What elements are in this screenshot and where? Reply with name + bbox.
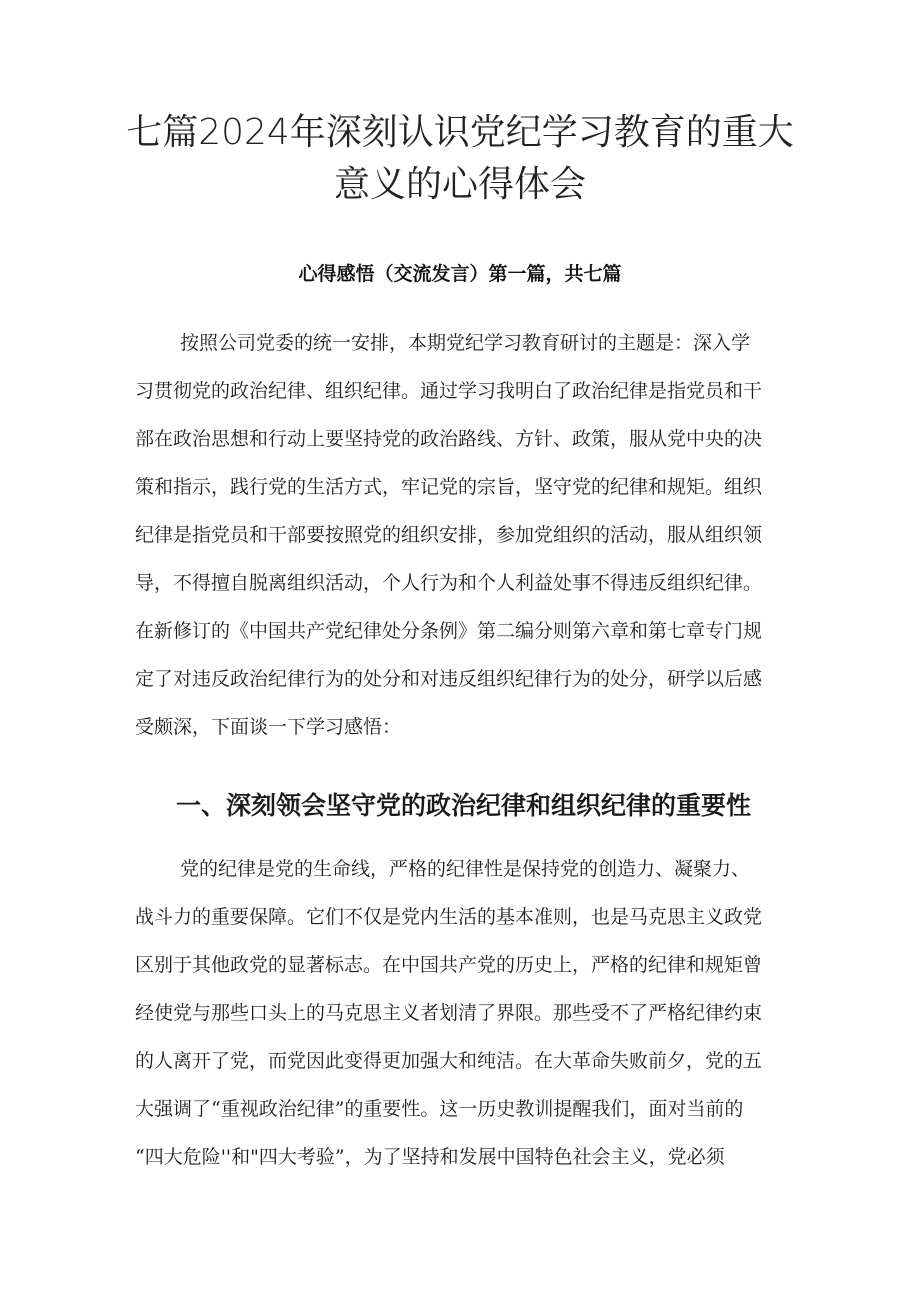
- section-heading: 一、深刻领会坚守党的政治纪律和组织纪律的重要性: [176, 791, 752, 820]
- document-title-line-1: 七篇2024年深刻认识党纪学习教育的重大: [126, 112, 794, 153]
- article-subheading: 心得感悟（交流发言）第一篇，共七篇: [298, 263, 622, 285]
- paragraph-line: 按照公司党委的统一安排，本期党纪学习教育研讨的主题是：深入学: [180, 332, 751, 354]
- paragraph-line: 部在政治思想和行动上要坚持党的政治路线、方针、政策，服从党中央的决: [135, 428, 763, 450]
- paragraph-line: 策和指示，践行党的生活方式，牢记党的宗旨，坚守党的纪律和规矩。组织: [135, 476, 763, 498]
- paragraph-line: 经使党与那些口头上的马克思主义者划清了界限。那些受不了严格纪律约束: [135, 1002, 763, 1024]
- paragraph-line: 的人离开了党，而党因此变得更加强大和纯洁。在大革命失败前夕，党的五: [135, 1050, 763, 1072]
- paragraph-line: 党的纪律是党的生命线，严格的纪律性是保持党的创造力、凝聚力、: [180, 858, 751, 880]
- paragraph-line: “四大危险''和"四大考验”，为了坚持和发展中国特色社会主义，党必须: [135, 1146, 725, 1168]
- paragraph-line: 纪律是指党员和干部要按照党的组织安排，参加党组织的活动，服从组织领: [135, 524, 763, 546]
- paragraph-line: 定了对违反政治纪律行为的处分和对违反组织纪律行为的处分，研学以后感: [135, 668, 763, 690]
- paragraph-line: 导，不得擅自脱离组织活动，个人行为和个人利益处事不得违反组织纪律。: [135, 572, 763, 594]
- document-title-line-2: 意义的心得体会: [333, 164, 586, 205]
- paragraph-line: 习贯彻党的政治纪律、组织纪律。通过学习我明白了政治纪律是指党员和干: [135, 380, 763, 402]
- paragraph-line: 大强调了“重视政治纪律”的重要性。这一历史教训提醒我们，面对当前的: [135, 1098, 744, 1120]
- paragraph-line: 战斗力的重要保障。它们不仅是党内生活的基本准则，也是马克思主义政党: [135, 906, 763, 928]
- paragraph-line: 区别于其他政党的显著标志。在中国共产党的历史上，严格的纪律和规矩曾: [135, 954, 763, 976]
- paragraph-line: 在新修订的《中国共产党纪律处分条例》第二编分则第六章和第七章专门规: [135, 620, 763, 642]
- paragraph-line: 受颇深，下面谈一下学习感悟：: [135, 716, 402, 738]
